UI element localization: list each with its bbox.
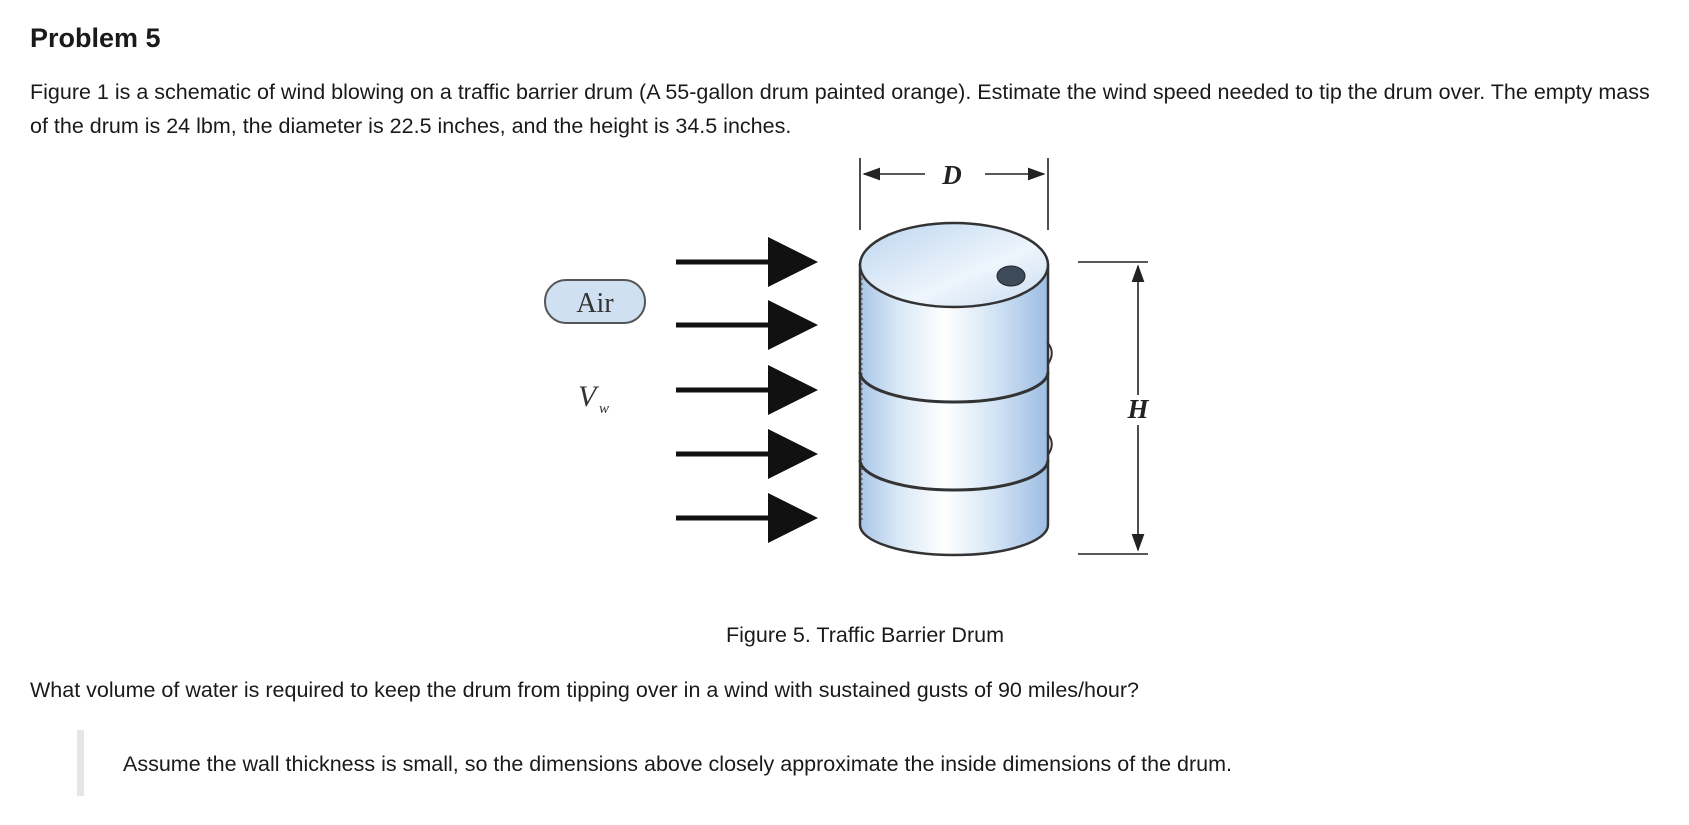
barrier-drum: [860, 223, 1052, 555]
problem-title: Problem 5: [30, 23, 161, 53]
figure-caption: Figure 5. Traffic Barrier Drum: [726, 623, 1004, 647]
diameter-label: D: [942, 160, 962, 190]
problem-question: What volume of water is required to keep the drum from tipping over in a wind with sustained gusts of 90 miles/hour?: [30, 678, 1139, 702]
assumption-note: [77, 730, 1577, 796]
height-label: H: [1127, 394, 1149, 424]
problem-intro: Figure 1 is a schematic of wind blowing on a traffic barrier drum (A 55-gallon drum painted orange). Estimate the wind speed needed to tip the drum over. The empty mass of the drum is 24 lbm, the diameter is 22.5 inches, and the height is 34.5 inches.: [30, 80, 1650, 138]
air-label: Air: [576, 288, 614, 319]
assumption-note-text: Assume the wall thickness is small, so the dimensions above closely approximate the inside dimensions of the drum.: [123, 752, 1232, 776]
air-label-bubble: [545, 280, 645, 323]
wind-arrows: [676, 262, 808, 518]
diameter-dimension: [860, 158, 1048, 230]
velocity-symbol: V: [578, 380, 597, 413]
bung-cap-icon: [997, 266, 1025, 286]
velocity-subscript: w: [599, 401, 610, 417]
wind-velocity-label: [578, 380, 609, 417]
height-dimension: [1078, 262, 1149, 554]
drum-schematic: [0, 150, 1689, 620]
drum-figure: [0, 150, 1689, 670]
